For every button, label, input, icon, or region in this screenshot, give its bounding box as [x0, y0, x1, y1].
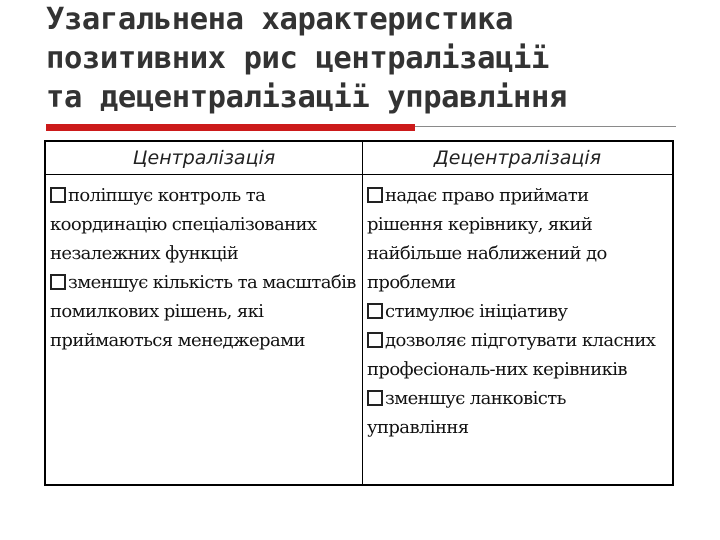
centralization-header: Централізація — [46, 142, 362, 175]
checkbox-square-icon — [367, 303, 383, 319]
list-item: зменшує ланковість управління — [367, 388, 566, 438]
list-item: зменшує кількість та масштабів помилкових рішень, які приймаються менеджерами — [50, 272, 356, 351]
checkbox-square-icon — [367, 390, 383, 406]
decentralization-list — [363, 177, 672, 442]
title-accent-bar — [46, 124, 415, 131]
decentralization-column — [362, 142, 672, 484]
list-item: надає право приймати рішення керівнику, який найбільше наближений до проблеми — [367, 185, 607, 293]
title-line-2: позитивних рис централізації — [46, 41, 549, 76]
centralization-list — [46, 177, 362, 355]
checkbox-square-icon — [367, 187, 383, 203]
checkbox-square-icon — [367, 332, 383, 348]
slide-title — [46, 0, 706, 117]
checkbox-square-icon — [50, 187, 66, 203]
list-item: дозволяє підготувати класних професіональ-них керівників — [367, 330, 656, 380]
decentralization-header: Децентралізація — [363, 142, 672, 175]
centralization-column — [46, 142, 362, 484]
title-line-1: Узагальнена характеристика — [46, 2, 514, 37]
checkbox-square-icon — [50, 274, 66, 290]
list-item: поліпшує контроль та координацію спеціалізованих незалежних функцій — [50, 185, 317, 264]
comparison-table — [44, 140, 674, 486]
title-line-3: та децентралізації управління — [46, 80, 567, 115]
list-item: стимулює ініціативу — [367, 297, 668, 326]
